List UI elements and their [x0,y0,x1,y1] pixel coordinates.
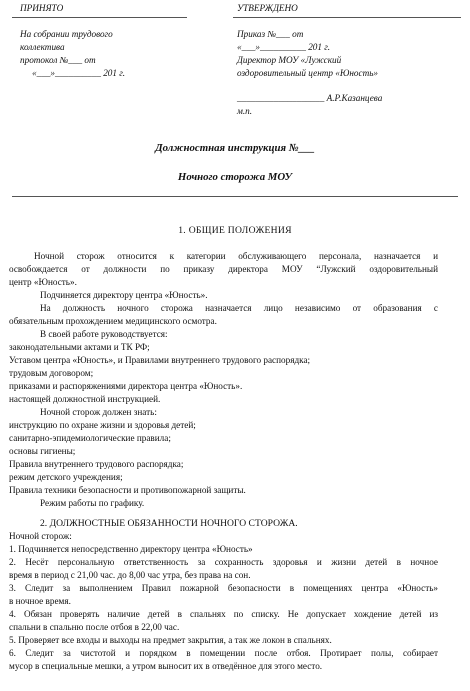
title-divider [12,196,458,197]
header-right-line-1: Приказ №___ от [237,29,304,39]
list-item: инструкцию по охране жизни и здоровья детей; [9,420,196,430]
list-item: санитарно-эпидемиологические правила; [9,433,171,443]
header-left-rule [12,17,187,18]
s1-p1-line-1: Ночной сторож относится к категории обслуживающего персонала, назначается и [34,251,438,261]
s1-p3-line-1: На должность ночного сторожа назначается лицо независимо от образования с [40,303,438,313]
list-item: законодательными актами и ТК РФ; [9,342,150,352]
s2-item-2-line-2: время в период с 21,00 час. до 8,00 час утра, без права на сон. [9,570,251,580]
director-signature: ___________________ А.Р.Казанцева [237,93,383,103]
list-item: Правила внутреннего трудового распорядка; [9,459,184,469]
document-title: Должностная инструкция №___ [155,142,315,154]
s2-item-3-line-2: в ночное время. [9,596,71,606]
s1-p2: Подчиняется директору центра «Юность». [40,290,208,300]
list-item: приказами и распоряжениями директора центра «Юность». [9,381,243,391]
s2-item-3-line-1: 3. Следит за выполнением Правил пожарной безопасности в помещениях центра «Юность» [9,583,438,593]
s2-item-2-line-1: 2. Несёт персональную ответственность за сохранность здоровья и жизни детей в ночное [9,557,438,567]
s2-intro: Ночной сторож: [9,531,72,541]
list-item: трудовым договором; [9,368,94,378]
s2-item-5: 5. Проверяет все входы и выходы на предмет закрытия, а так же локон в спальнях. [9,635,332,645]
document-subtitle: Ночного сторожа МОУ [177,171,293,183]
seal-mark: м.п. [237,106,253,116]
header-right-line-2: «___»__________ 201 г. [237,42,331,52]
list-item: настоящей должностной инструкцией. [9,394,161,404]
list-item: Правила техники безопасности и противопожарной защиты. [9,485,246,495]
header-left-line-2: коллектива [20,42,65,52]
s1-p4: В своей работе руководствуется: [40,329,168,339]
s2-item-6-line-2: мусор в специальные мешки, а утром выносит их в отведённое для этого место. [9,661,323,671]
list-item: основы гигиены; [9,446,76,456]
s1-p1-line-2: освобождается от должности по приказу директора МОУ “Лужский оздоровительный [9,264,438,274]
header-left-line-1: На собрании трудового [20,29,113,39]
header-left-line-3: протокол №___ от [20,55,96,65]
header-left-line-4: «___»__________ 201 г. [32,68,126,78]
s2-item-6-line-1: 6. Следит за чистотой и порядком в помещении после отбоя. Протирает полы, собирает [9,648,438,658]
s2-item-1: 1. Подчиняется непосредственно директору центра «Юность» [9,544,253,554]
section2-heading: 2. ДОЛЖНОСТНЫЕ ОБЯЗАННОСТИ НОЧНОГО СТОРОЖА. [40,518,298,529]
s1-p6: Режим работы по графику. [40,498,145,508]
header-right-line-3: Директор МОУ «Лужский [237,55,342,65]
s1-p1-line-3: центр «Юность». [9,277,77,287]
s2-item-4-line-2: спальни в спальню после отбоя в 22,00 час. [9,622,180,632]
s2-item-4-line-1: 4. Обязан проверять наличие детей в спальнях по списку. Не допускает хождение детей из [9,609,438,619]
header-right-rule [233,17,461,18]
s1-p5: Ночной сторож должен знать: [40,407,157,417]
header-left-title: ПРИНЯТО [20,3,64,13]
list-item: Уставом центра «Юность», и Правилами внутреннего трудового распорядка; [9,355,311,365]
s1-p3-line-2: обязательным прохождением медицинского осмотра. [9,316,217,326]
header-right-title: УТВЕРЖДЕНО [237,3,298,13]
header-right-line-4: оздоровительный центр «Юность» [237,68,378,78]
section1-heading: 1. ОБЩИЕ ПОЛОЖЕНИЯ [178,225,292,236]
list-item: режим детского учреждения; [9,472,123,482]
